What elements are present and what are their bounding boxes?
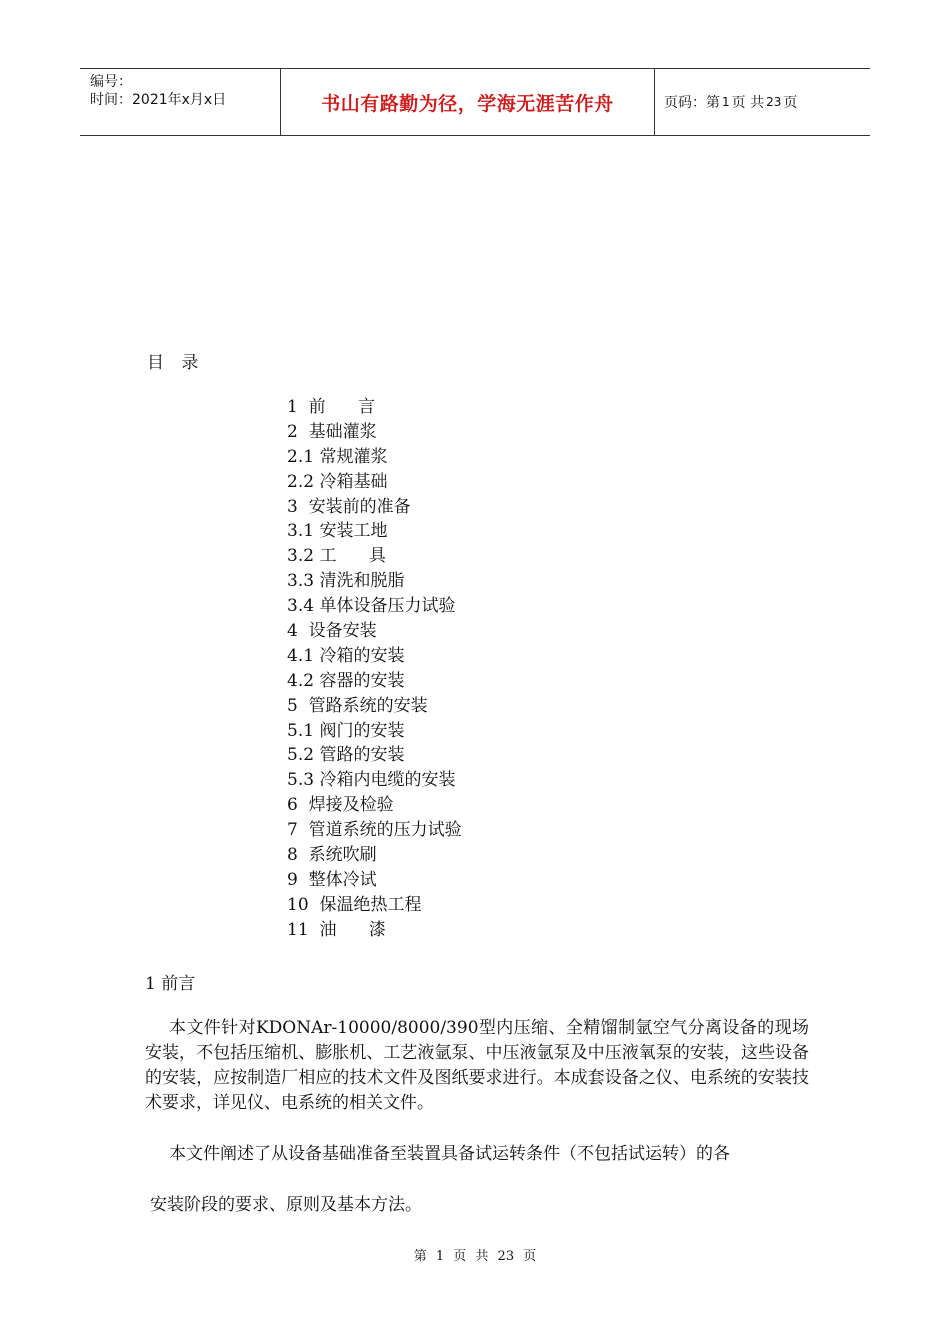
section-heading: 1 前言	[145, 974, 196, 994]
toc-item: 9 整体冷试	[287, 869, 377, 890]
document-number-label: 编号：	[90, 74, 132, 90]
toc-title: 目 录	[147, 353, 199, 373]
toc-item: 5 管路系统的安装	[287, 695, 428, 716]
toc-item: 5.1 阀门的安装	[287, 720, 405, 741]
page-suffix: 页	[783, 95, 798, 111]
document-date: 时间：2021年x月x日	[90, 92, 227, 108]
toc-item: 11 油 漆	[287, 919, 386, 940]
toc-item: 4.2 容器的安装	[287, 670, 405, 691]
toc-item: 3.2 工 具	[287, 546, 386, 567]
body-paragraph: 本文件针对KDONAr-10000/8000/390型内压缩、全精馏制氩空气分离设备的现场安装，不包括压缩机、膨胀机、工艺液氩泵、中压液氩泵及中压液氧泵的安装，这些设备的安装，应按制造厂相应的技术文件及图纸要求进行。本成套设备之仪、电系统的安装技术要求，详见仪、电系统的相关文件。	[145, 1018, 809, 1113]
toc-item: 3.4 单体设备压力试验	[287, 596, 456, 617]
body-paragraph-continuation: 安装阶段的要求、原则及基本方法。	[150, 1195, 422, 1215]
table-of-contents	[287, 395, 462, 943]
toc-item: 5.3 冷箱内电缆的安装	[287, 770, 456, 791]
toc-item: 4 设备安装	[287, 621, 377, 642]
toc-item: 3.1 安装工地	[287, 521, 388, 542]
page-header	[80, 68, 870, 136]
toc-item: 1 前 言	[287, 397, 376, 417]
toc-item: 6 焊接及检验	[287, 795, 394, 816]
toc-item: 2 基础灌浆	[287, 421, 377, 442]
toc-item: 3.3 清洗和脱脂	[287, 571, 405, 592]
header-page-info	[655, 69, 870, 135]
page-current: 1	[722, 95, 730, 109]
header-meta-cell	[80, 69, 281, 135]
toc-item: 3 安装前的准备	[287, 496, 411, 517]
toc-item: 2.1 常规灌浆	[287, 446, 388, 467]
toc-item: 8 系统吹刷	[287, 845, 377, 866]
toc-item: 7 管道系统的压力试验	[287, 820, 462, 841]
header-motto: 书山有路勤为径，学海无涯苦作舟	[281, 69, 655, 135]
toc-item: 2.2 冷箱基础	[287, 471, 388, 492]
page-total: 23	[766, 95, 782, 109]
page-footer: 第 1 页 共 23 页	[413, 1249, 537, 1264]
toc-item: 4.1 冷箱的安装	[287, 645, 405, 666]
page-prefix: 页码：第	[664, 95, 720, 111]
body-paragraph: 本文件阐述了从设备基础准备至装置具备试运转条件（不包括试运转）的各	[169, 1144, 730, 1164]
toc-item: 10 保温绝热工程	[287, 894, 422, 915]
toc-item: 5.2 管路的安装	[287, 745, 405, 766]
page-middle: 页 共	[731, 95, 765, 111]
